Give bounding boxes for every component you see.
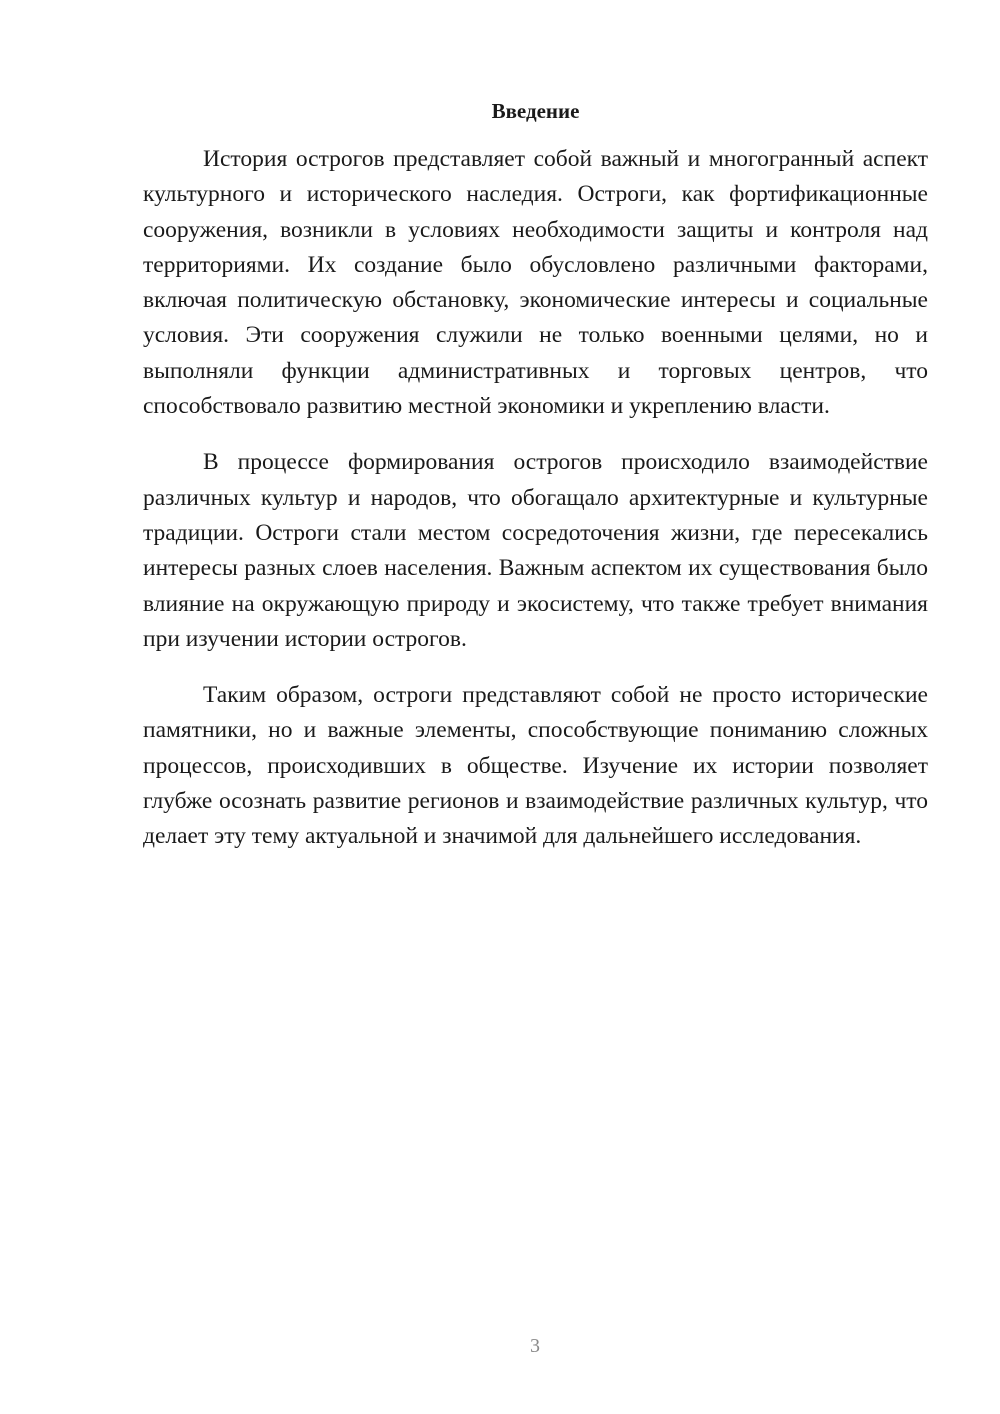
paragraph-1: История острогов представляет собой важный и многогранный аспект культурного и исторического наследия. Остроги, как фортификационные сооружения, возникли в условиях необходимости защиты и контроля над территориями. Их создание было обусловлено различными факторами, включая политическую обстановку, экономические интересы и социальные условия. Эти сооружения служили не только военными целями, но и выполняли функции административных и торговых центров, что способствовало развитию местной экономики и укреплению власти. <box>143 146 928 420</box>
section-heading: Введение <box>491 99 580 123</box>
paragraph-2: В процессе формирования острогов происходило взаимодействие различных культур и народов, что обогащало архитектурные и культурные традиции. Остроги стали местом сосредоточения жизни, где пересекались интересы разных слоев населения. Важным аспектом их существования было влияние на окружающую природу и экосистему, что также требует внимания при изучении истории острогов. <box>143 449 928 652</box>
page-number: 3 <box>530 1335 540 1357</box>
body-text <box>143 142 928 876</box>
paragraph-3: Таким образом, остроги представляют собой не просто исторические памятники, но и важные элементы, способствующие пониманию сложных процессов, происходивших в обществе. Изучение их истории позволяет глубже осознать развитие регионов и взаимодействие различных культур, что делает эту тему актуальной и значимой для дальнейшего исследования. <box>143 682 928 850</box>
